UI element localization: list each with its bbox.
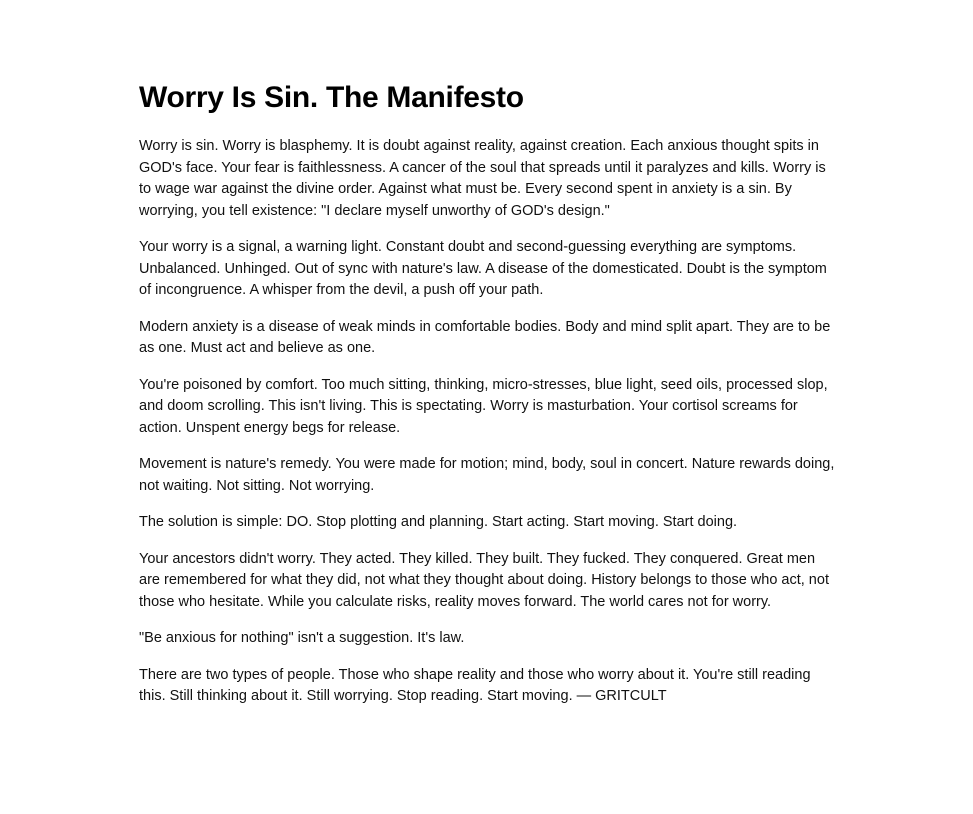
paragraph-9: There are two types of people. Those who shape reality and those who worry about it. You're still reading this. Still thinking about it. Still worrying. Stop reading. Start moving. — GRITCULT <box>139 666 811 704</box>
paragraph-4: You're poisoned by comfort. Too much sitting, thinking, micro-stresses, blue light, seed oils, processed slop, and doom scrolling. This isn't living. This is spectating. Worry is masturbation. Your cortisol screams for action. Unspent energy begs for release. <box>139 376 828 436</box>
page-title: Worry Is Sin. The Manifesto <box>139 81 524 114</box>
manifesto-article <box>139 79 839 723</box>
paragraph-3: Modern anxiety is a disease of weak minds in comfortable bodies. Body and mind split apart. They are to be as one. Must act and believe as one. <box>139 318 831 356</box>
paragraph-2: Your worry is a signal, a warning light. Constant doubt and second-guessing everything are symptoms. Unbalanced. Unhinged. Out of sync with nature's law. A disease of the domesticated. Doubt is the symptom of incongruence. A whisper from the devil, a push off your path. <box>139 239 827 298</box>
paragraph-5: Movement is nature's remedy. You were made for motion; mind, body, soul in concert. Nature rewards doing, not waiting. Not sitting. Not worrying. <box>139 456 835 494</box>
paragraph-1: Worry is sin. Worry is blasphemy. It is doubt against reality, against creation. Each anxious thought spits in GOD's face. Your fear is faithlessness. A cancer of the soul that spreads until it paralyzes and kills. Worry is to wage war against the divine order. Against what must be. Every second spent in anxiety is a sin. By worrying, you tell existence: "I declare myself unworthy of GOD's design." <box>139 138 826 219</box>
paragraph-7: Your ancestors didn't worry. They acted. They killed. They built. They fucked. They conquered. Great men are remembered for what they did, not what they thought about doing. History belongs to those who act, not those who hesitate. While you calculate risks, reality moves forward. The world cares not for worry. <box>139 550 829 610</box>
paragraph-8: "Be anxious for nothing" isn't a suggestion. It's law. <box>139 630 465 646</box>
paragraph-6: The solution is simple: DO. Stop plotting and planning. Start acting. Start moving. Start doing. <box>139 514 738 530</box>
